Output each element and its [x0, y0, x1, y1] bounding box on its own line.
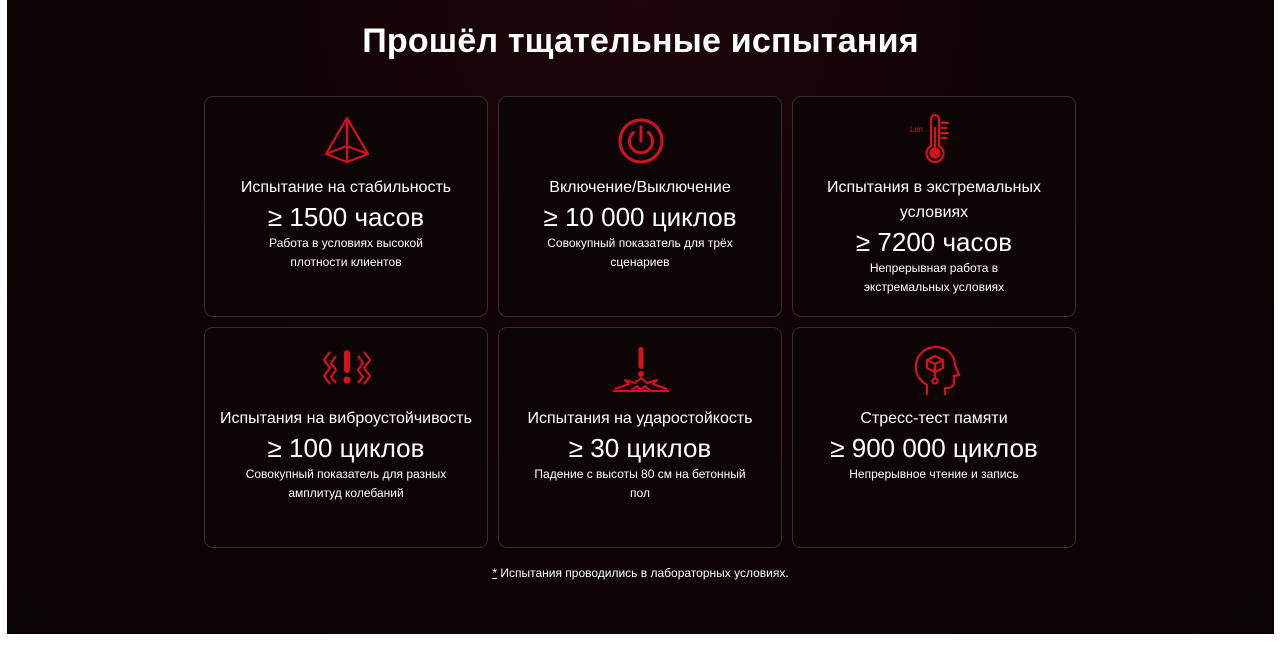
footnote [7, 566, 1274, 580]
card-stability-test [204, 96, 488, 317]
card-label: Испытания в экстремальных условиях [827, 179, 1041, 221]
card-impact-test [498, 327, 782, 548]
card-label: Включение/Выключение [549, 179, 731, 196]
card-value: ≥ 10 000 циклов [543, 202, 737, 232]
card-value: ≥ 900 000 циклов [830, 433, 1038, 463]
card-description: Непрерывная работа в экстремальных условиях [863, 261, 1005, 294]
card-extreme-conditions-test [792, 96, 1076, 317]
card-value: ≥ 1500 часов [267, 202, 425, 232]
impact-icon [611, 345, 671, 397]
card-label: Испытание на стабильность [240, 179, 452, 196]
footnote-text: Испытания проводились в лабораторных условиях. [497, 566, 789, 580]
card-value: ≥ 100 циклов [267, 433, 425, 463]
card-label: Стресс-тест памяти [860, 410, 1008, 427]
head-cube-icon [905, 345, 965, 397]
card-description: Непрерывное чтение и запись [849, 467, 1019, 481]
tests-section [7, 0, 1274, 634]
power-icon [611, 114, 671, 166]
card-description: Работа в условиях высокой плотности клиентов [269, 236, 423, 269]
lim-text: Lim [910, 125, 923, 134]
card-value: ≥ 7200 часов [855, 227, 1013, 257]
card-label: Испытания на ударостойкость [527, 410, 753, 427]
card-power-cycle-test [498, 96, 782, 317]
pyramid-icon [317, 114, 377, 166]
section-title: Прошёл тщательные испытания [362, 22, 919, 60]
card-value: ≥ 30 циклов [568, 433, 712, 463]
vibration-icon [317, 345, 377, 397]
card-description: Совокупный показатель для разных амплитуд колебаний [245, 467, 447, 500]
card-description: Совокупный показатель для трёх сценариев [547, 236, 733, 269]
thermometer-icon [905, 114, 965, 166]
card-label: Испытания на виброустойчивость [220, 410, 472, 427]
card-vibration-test [204, 327, 488, 548]
footnote-marker: * [492, 566, 497, 580]
card-description: Падение с высоты 80 см на бетонный пол [534, 467, 746, 500]
card-memory-stress-test [792, 327, 1076, 548]
